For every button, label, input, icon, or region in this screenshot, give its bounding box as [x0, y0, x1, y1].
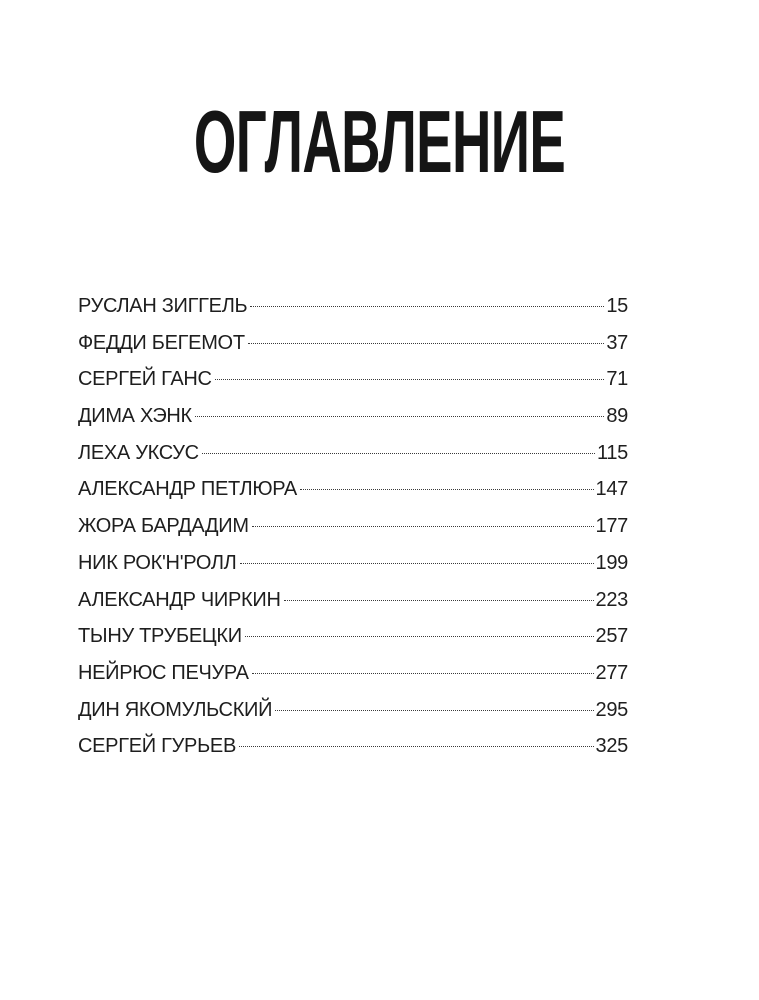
- toc-entry-page: 71: [606, 368, 628, 391]
- toc-dot-leader: [202, 452, 595, 454]
- toc-entry-name: ЛЕХА УКСУС: [78, 441, 199, 464]
- toc-entry-name: ФЕДДИ БЕГЕМОТ: [78, 331, 245, 354]
- toc-entry[interactable]: [78, 435, 628, 472]
- toc-entry-page: 257: [595, 625, 628, 648]
- toc-entry-page: 147: [595, 478, 628, 501]
- toc-dot-leader: [250, 305, 604, 307]
- toc-entry-name: РУСЛАН ЗИГГЕЛЬ: [78, 295, 248, 317]
- table-of-contents: [78, 288, 628, 765]
- toc-dot-leader: [252, 525, 594, 527]
- toc-entry-name: НЕЙРЮС ПЕЧУРА: [78, 661, 249, 684]
- toc-dot-leader: [245, 635, 594, 637]
- toc-dot-leader: [275, 709, 593, 711]
- toc-entry-name: СЕРГЕЙ ГУРЬЕВ: [78, 735, 237, 758]
- toc-dot-leader: [195, 415, 604, 417]
- toc-entry[interactable]: [78, 582, 628, 619]
- toc-dot-leader: [239, 745, 594, 747]
- toc-entry-page: 223: [595, 588, 628, 611]
- toc-entry[interactable]: [78, 508, 628, 545]
- toc-entry-name: ТЫНУ ТРУБЕЦКИ: [78, 625, 242, 648]
- toc-entry-name: АЛЕКСАНДР ЧИРКИН: [78, 588, 281, 611]
- toc-entry-page: 177: [595, 515, 628, 538]
- toc-entry[interactable]: [78, 545, 628, 582]
- toc-entry[interactable]: [78, 471, 628, 508]
- page-title: ОГЛАВЛЕНИЕ: [193, 92, 566, 191]
- toc-entry[interactable]: [78, 361, 628, 398]
- toc-dot-leader: [248, 342, 605, 344]
- toc-entry-page: 37: [606, 331, 628, 354]
- toc-entry[interactable]: [78, 692, 628, 729]
- toc-entry-name: АЛЕКСАНДР ПЕТЛЮРА: [78, 478, 297, 501]
- toc-entry[interactable]: [78, 618, 628, 655]
- toc-entry-name: ДИМА ХЭНК: [78, 405, 192, 428]
- toc-entry[interactable]: [78, 728, 628, 765]
- toc-entry-name: ДИН ЯКОМУЛЬСКИЙ: [78, 698, 273, 721]
- toc-entry[interactable]: [78, 288, 628, 325]
- toc-entry-page: 199: [595, 551, 628, 574]
- toc-entry-page: 15: [606, 295, 628, 317]
- toc-entry-name: СЕРГЕЙ ГАНС: [78, 368, 212, 391]
- toc-entry-page: 89: [606, 405, 628, 428]
- toc-entry-page: 295: [595, 698, 628, 721]
- toc-entry-page: 115: [597, 441, 628, 464]
- toc-dot-leader: [284, 599, 594, 601]
- toc-entry[interactable]: [78, 325, 628, 362]
- toc-entry[interactable]: [78, 655, 628, 692]
- toc-entry-page: 277: [595, 661, 628, 684]
- toc-dot-leader: [240, 562, 594, 564]
- toc-dot-leader: [300, 488, 594, 490]
- toc-dot-leader: [215, 378, 605, 380]
- toc-entry-name: НИК РОК'Н'РОЛЛ: [78, 551, 237, 574]
- toc-entry[interactable]: [78, 398, 628, 435]
- toc-dot-leader: [252, 672, 594, 674]
- toc-entry-page: 325: [595, 735, 628, 758]
- toc-entry-name: ЖОРА БАРДАДИМ: [78, 515, 249, 538]
